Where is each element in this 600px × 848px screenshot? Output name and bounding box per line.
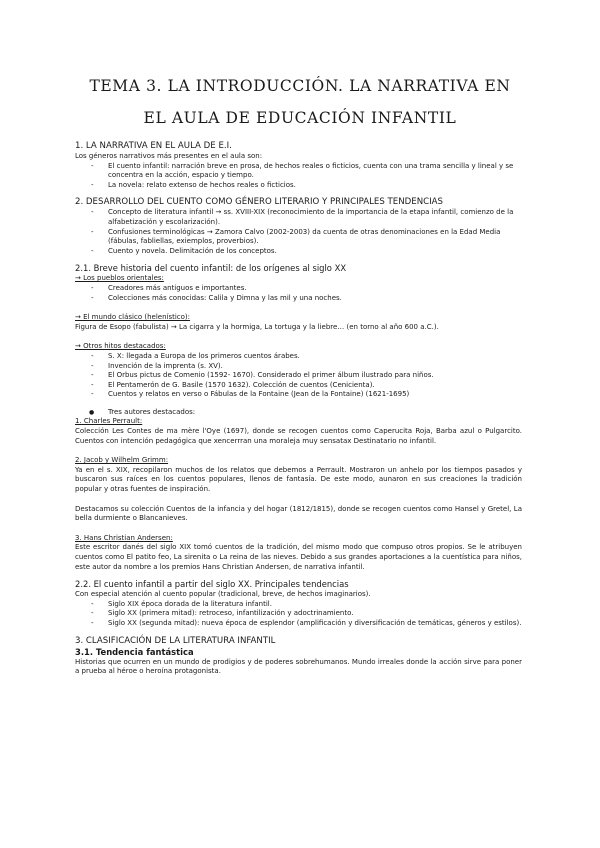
list-item: - Colecciones más conocidas: Calila y Dimna y las mil y una noches. — [75, 294, 522, 304]
title-line-1: TEMA 3. LA INTRODUCCIÓN. LA NARRATIVA EN — [89, 77, 511, 95]
perrault-label: 1. Charles Perrault: — [75, 417, 143, 426]
list-item: - Siglo XX (primera mitad): retroceso, infantilización y adoctrinamiento. — [75, 609, 522, 619]
list-item: - Invención de la imprenta (s. XV). — [75, 362, 522, 372]
section-3-1-heading: 3.1. Tendencia fantástica — [75, 646, 194, 657]
section-1-heading: 1. LA NARRATIVA EN EL AULA DE E.I. — [75, 141, 232, 151]
list-item: - Cuento y novela. Delimitación de los conceptos. — [75, 247, 522, 257]
section-2-2-list — [75, 600, 522, 629]
section-3-heading: 3. CLASIFICACIÓN DE LA LITERATURA INFANTIL — [75, 635, 276, 646]
section-1-intro: Los géneros narrativos más presentes en el aula son: — [75, 152, 263, 160]
oriental-label: → Los pueblos orientales: — [75, 274, 164, 283]
three-authors-bullet: ● Tres autores destacados: — [75, 408, 522, 418]
list-item: - Creadores más antiguos e importantes. — [75, 284, 522, 294]
andersen-label: 3. Hans Christian Andersen: — [75, 533, 173, 542]
classic-label: → El mundo clásico (helenístico): — [75, 313, 191, 322]
section-2-1-heading: 2.1. Breve historia del cuento infantil: de los orígenes al siglo XX — [75, 263, 347, 274]
list-item: - Siglo XX (segunda mitad): nueva época de esplendor (amplificación y diversificación de temáticas, géneros y estilos). — [75, 619, 522, 629]
andersen-text: Este escritor danés del siglo XIX tomó cuentos de la tradición, del mismo modo que compuso otros propios. Se le atribuyen cuentos como El patito feo, La sirenita o La reina de las nieves. Debido a sus grandes aportaciones a la cuentística para niños, este autor da nombre a los premios Hans Christian Andersen, de narrativa infantil. — [75, 543, 522, 571]
others-list — [75, 352, 522, 400]
grimm-text-1: Ya en el s. XIX, recopilaron muchos de los relatos que debemos a Perrault. Mostraron un anhelo por los tiempos pasados y buscaron sus raíces en los cuentos populares, llenos de fantasía. De este modo, aunaron en sus creaciones la tradición popular y otras fuentes de inspiración. — [75, 465, 522, 494]
section-2-heading: 2. DESARROLLO DEL CUENTO COMO GÉNERO LITERARIO Y PRINCIPALES TENDENCIAS — [75, 197, 443, 208]
section-3-1-text: Historias que ocurren en un mundo de prodigios y de poderes sobrehumanos. Mundo irreales donde la acción sirve para poner a prueba al héroe o heroína protagonista. — [75, 657, 522, 676]
list-item: - S. X: llegada a Europa de los primeros cuentos árabes. — [75, 352, 522, 362]
list-item: - La novela: relato extenso de hechos reales o ficticios. — [75, 181, 522, 191]
title-line-2: EL AULA DE EDUCACIÓN INFANTIL — [143, 109, 457, 127]
grimm-label: 2. Jacob y Wilhelm Grimm: — [75, 456, 169, 465]
section-1-list — [75, 162, 522, 191]
section-2-2-heading: 2.2. El cuento infantil a partir del siglo XX. Principales tendencias — [75, 579, 349, 590]
list-item: - Concepto de literatura infantil → ss. XVIII-XIX (reconocimiento de la importancia de la etapa infantil, comienzo de la alfabetización y escolarización). — [75, 208, 522, 227]
document-body — [0, 141, 600, 677]
section-2-list — [75, 208, 522, 256]
list-item: - El Pentamerón de G. Basile (1570 1632). Colección de cuentos (Cenicienta). — [75, 381, 522, 391]
others-label: → Otros hitos destacados: — [75, 342, 166, 351]
list-item: - El cuento infantil: narración breve en prosa, de hechos reales o ficticios, cuenta con una trama sencilla y lineal y se concentra en la acción, espacio y tiempo. — [75, 162, 522, 181]
grimm-text-2: Destacamos su colección Cuentos de la infancia y del hogar (1812/1815), donde se recogen cuentos como Hansel y Gretel, La bella durmiente o Blancanieves. — [75, 504, 522, 523]
perrault-text: Colección Les Contes de ma mère l'Oye (1697), donde se recogen cuentos como Caperucita Roja, Barba azul o Pulgarcito. Cuentos con intención pedagógica que xencerrran una moraleja muy sensatax Destinatario no infantil. — [75, 427, 522, 445]
classic-text: Figura de Esopo (fabulista) → La cigarra y la hormiga, La tortuga y la liebre… (en torno al año 600 a.C.). — [75, 322, 439, 331]
list-item: - El Orbus pictus de Comenio (1592- 1670). Considerado el primer álbum ilustrado para niños. — [75, 371, 522, 381]
list-item: - Confusiones terminológicas → Zamora Calvo (2002-2003) da cuenta de otras denominaciones en la Edad Media (fábulas, fabliellas, exiemplos, proverbios). — [75, 228, 522, 247]
section-2-2-intro: Con especial atención al cuento popular (tradicional, breve, de hechos imaginarios). — [75, 590, 371, 599]
document-title — [0, 70, 600, 134]
list-item: - Siglo XIX época dorada de la literatura infantil. — [75, 600, 522, 610]
oriental-list — [75, 284, 522, 303]
list-item: - Cuentos y relatos en verso o Fábulas de la Fontaine (Jean de la Fontaine) (1621-1695) — [75, 390, 522, 400]
